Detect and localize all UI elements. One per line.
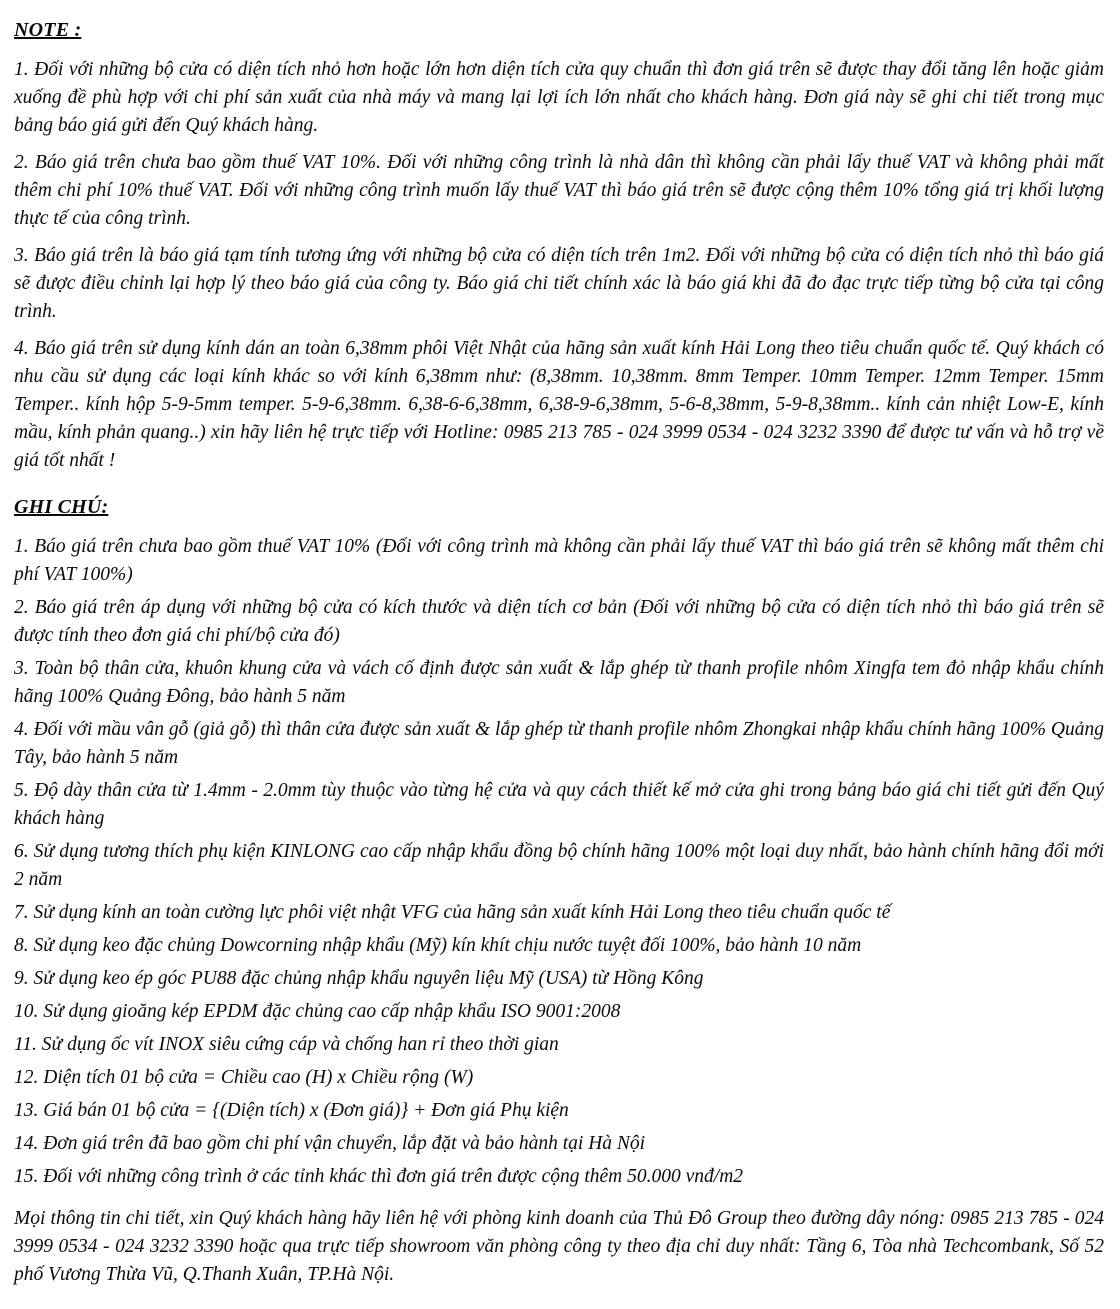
ghi-chu-heading: GHI CHÚ: [14, 496, 109, 518]
ghi-chu-item-4: 4. Đối với mầu vân gỗ (giả gỗ) thì thân cửa được sản xuất & lắp ghép từ thanh profile nhôm Zhongkai nhập khẩu chính hãng 100% Quảng Tây, bảo hành 5 năm [14, 719, 1104, 768]
ghi-chu-item-13: 13. Giá bán 01 bộ cửa = {(Diện tích) x (Đơn giá)} + Đơn giá Phụ kiện [14, 1100, 569, 1121]
contact-footer: Mọi thông tin chi tiết, xin Quý khách hàng hãy liên hệ với phòng kinh doanh của Thủ Đô Group theo đường dây nóng: 0985 213 785 - 024 3999 0534 - 024 3232 3390 hoặc qua trực tiếp showroom văn phòng công ty theo địa chỉ duy nhất: Tầng 6, Tòa nhà Techcombank, Số 52 phố Vương Thừa Vũ, Q.Thanh Xuân, TP.Hà Nội. [14, 1208, 1104, 1285]
ghi-chu-item-8: 8. Sử dụng keo đặc chủng Dowcorning nhập khẩu (Mỹ) kín khít chịu nước tuyệt đối 100%, bảo hành 10 năm [14, 935, 862, 956]
ghi-chu-item-11: 11. Sử dụng ốc vít INOX siêu cứng cáp và chống han rỉ theo thời gian [14, 1034, 559, 1055]
ghi-chu-item-3: 3. Toàn bộ thân cửa, khuôn khung cửa và vách cố định được sản xuất & lắp ghép từ thanh profile nhôm Xingfa tem đỏ nhập khẩu chính hãng 100% Quảng Đông, bảo hành 5 năm [14, 658, 1104, 707]
note-heading: NOTE : [14, 19, 82, 41]
ghi-chu-item-10: 10. Sử dụng gioăng kép EPDM đặc chủng cao cấp nhập khẩu ISO 9001:2008 [14, 1001, 621, 1022]
ghi-chu-item-15: 15. Đối với những công trình ở các tỉnh khác thì đơn giá trên được cộng thêm 50.000 vnđ/m2 [14, 1166, 744, 1187]
note-paragraph-1: 1. Đối với những bộ cửa có diện tích nhỏ hơn hoặc lớn hơn diện tích cửa quy chuẩn thì đơn giá trên sẽ được thay đổi tăng lên hoặc giảm xuống đề phù hợp với chi phí sản xuất của nhà máy và mang lại lợi ích lớn nhất cho khách hàng. Đơn giá này sẽ ghi chi tiết trong mục bảng báo giá gửi đến Quý khách hàng. [14, 59, 1104, 136]
ghi-chu-item-6: 6. Sử dụng tương thích phụ kiện KINLONG cao cấp nhập khẩu đồng bộ chính hãng 100% một loại duy nhất, bảo hành chính hãng đổi mới 2 năm [14, 841, 1104, 890]
ghi-chu-item-5: 5. Độ dày thân cửa từ 1.4mm - 2.0mm tùy thuộc vào từng hệ cửa và quy cách thiết kế mở cửa ghi trong bảng báo giá chi tiết gửi đến Quý khách hàng [14, 780, 1104, 829]
ghi-chu-item-9: 9. Sử dụng keo ép góc PU88 đặc chủng nhập khẩu nguyên liệu Mỹ (USA) từ Hồng Kông [14, 968, 704, 989]
ghi-chu-item-12: 12. Diện tích 01 bộ cửa = Chiều cao (H) x Chiều rộng (W) [14, 1067, 474, 1088]
ghi-chu-item-14: 14. Đơn giá trên đã bao gồm chi phí vận chuyển, lắp đặt và bảo hành tại Hà Nội [14, 1133, 646, 1154]
note-paragraph-4: 4. Báo giá trên sử dụng kính dán an toàn 6,38mm phôi Việt Nhật của hãng sản xuất kính Hải Long theo tiêu chuẩn quốc tế. Quý khách có nhu cầu sử dụng các loại kính khác so với kính 6,38mm như: (8,38mm. 10,38mm. 8mm Temper. 10mm Temper. 12mm Temper. 15mm Temper.. kính hộp 5-9-5mm temper. 5-9-6,38mm. 6,38-6-6,38mm, 6,38-9-6,38mm, 5-6-8,38mm, 5-9-8,38mm.. kính cản nhiệt Low-E, kính mầu, kính phản quang..) xin hãy liên hệ trực tiếp với Hotline: 0985 213 785 - 024 3999 0534 - 024 3232 3390 để được tư vấn và hỗ trợ về giá tốt nhất ! [14, 338, 1104, 471]
ghi-chu-item-7: 7. Sử dụng kính an toàn cường lực phôi việt nhật VFG của hãng sản xuất kính Hải Long theo tiêu chuẩn quốc tế [14, 902, 891, 923]
note-paragraph-2: 2. Báo giá trên chưa bao gồm thuế VAT 10%. Đối với những công trình là nhà dân thì không cần phải lấy thuế VAT và không phải mất thêm chi phí 10% thuế VAT. Đối với những công trình muốn lấy thuế VAT thì báo giá trên sẽ được cộng thêm 10% tổng giá trị khối lượng thực tế của công trình. [14, 152, 1104, 229]
note-paragraph-3: 3. Báo giá trên là báo giá tạm tính tương ứng với những bộ cửa có diện tích trên 1m2. Đối với những bộ cửa có diện tích nhỏ thì báo giá sẽ được điều chỉnh lại hợp lý theo báo giá của công ty. Báo giá chi tiết chính xác là báo giá khi đã đo đạc trực tiếp từng bộ cửa tại công trình. [14, 245, 1104, 322]
ghi-chu-item-2: 2. Báo giá trên áp dụng với những bộ cửa có kích thước và diện tích cơ bản (Đối với những bộ cửa có diện tích nhỏ thì báo giá trên sẽ được tính theo đơn giá chi phí/bộ cửa đó) [14, 597, 1104, 646]
ghi-chu-item-1: 1. Báo giá trên chưa bao gồm thuế VAT 10% (Đối với công trình mà không cần phải lấy thuế VAT thì báo giá trên sẽ không mất thêm chi phí VAT 100%) [14, 536, 1104, 585]
